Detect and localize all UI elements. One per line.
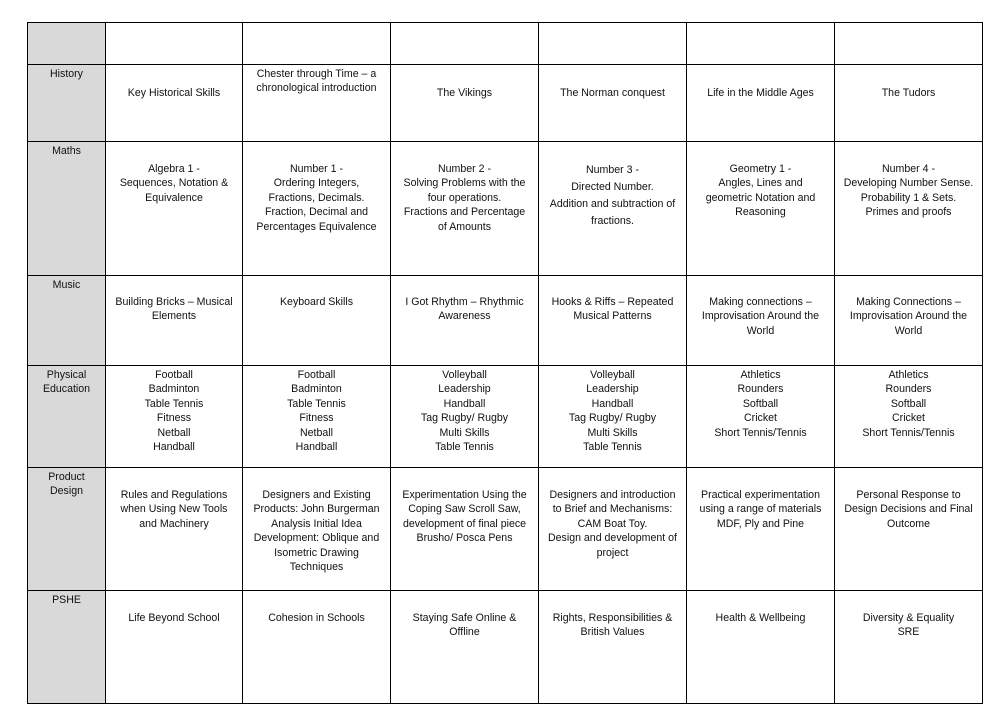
topic-cell: Number 1 - Ordering Integers, Fractions, Decimals. Fraction, Decimal and Percentages Equivalence [243, 142, 391, 276]
subject-label: Product Design [28, 468, 106, 591]
topic-cell: The Norman conquest [539, 65, 687, 142]
topic-cell: Volleyball Leadership Handball Tag Rugby/ Rugby Multi Skills Table Tennis [391, 366, 539, 468]
topic-cell: Cohesion in Schools [243, 591, 391, 704]
topic-cell: Geometry 1 - Angles, Lines and geometric Notation and Reasoning [687, 142, 835, 276]
subject-label: PSHE [28, 591, 106, 704]
topic-cell: Personal Response to Design Decisions and Final Outcome [835, 468, 983, 591]
topic-cell: The Vikings [391, 65, 539, 142]
subject-label: History [28, 65, 106, 142]
topic-cell: Athletics Rounders Softball Cricket Short Tennis/Tennis [687, 366, 835, 468]
product-design-row [28, 468, 983, 591]
header-cell [391, 23, 539, 65]
header-cell [835, 23, 983, 65]
corner-cell [28, 23, 106, 65]
subject-label: Physical Education [28, 366, 106, 468]
physical-education-row [28, 366, 983, 468]
header-cell [687, 23, 835, 65]
topic-cell: Number 3 - Directed Number. Addition and subtraction of fractions. [539, 142, 687, 276]
topic-cell: The Tudors [835, 65, 983, 142]
music-row [28, 276, 983, 366]
topic-cell: Rights, Responsibilities & British Values [539, 591, 687, 704]
history-row [28, 65, 983, 142]
topic-cell: Making Connections – Improvisation Around the World [835, 276, 983, 366]
topic-cell: Volleyball Leadership Handball Tag Rugby/ Rugby Multi Skills Table Tennis [539, 366, 687, 468]
topic-cell: Making connections – Improvisation Around the World [687, 276, 835, 366]
topic-cell: Experimentation Using the Coping Saw Scroll Saw, development of final piece Brusho/ Posca Pens [391, 468, 539, 591]
topic-cell: Number 4 - Developing Number Sense. Probability 1 & Sets. Primes and proofs [835, 142, 983, 276]
topic-cell: Algebra 1 - Sequences, Notation & Equivalence [106, 142, 243, 276]
curriculum-body [28, 23, 983, 704]
curriculum-table [27, 22, 983, 704]
topic-cell: Chester through Time – a chronological introduction [243, 65, 391, 142]
topic-cell: Designers and Existing Products: John Burgerman Analysis Initial Idea Development: Oblique and Isometric Drawing Techniques [243, 468, 391, 591]
subject-label: Music [28, 276, 106, 366]
subject-label: Maths [28, 142, 106, 276]
topic-cell: Key Historical Skills [106, 65, 243, 142]
header-cell [243, 23, 391, 65]
topic-cell: Football Badminton Table Tennis Fitness Netball Handball [106, 366, 243, 468]
topic-cell: Athletics Rounders Softball Cricket Short Tennis/Tennis [835, 366, 983, 468]
pshe-row [28, 591, 983, 704]
topic-cell: Diversity & Equality SRE [835, 591, 983, 704]
topic-cell: Staying Safe Online & Offline [391, 591, 539, 704]
topic-cell: Life Beyond School [106, 591, 243, 704]
topic-cell: Keyboard Skills [243, 276, 391, 366]
topic-cell: Number 2 - Solving Problems with the four operations. Fractions and Percentage of Amounts [391, 142, 539, 276]
header-cell [106, 23, 243, 65]
topic-cell: Life in the Middle Ages [687, 65, 835, 142]
topic-cell: Building Bricks – Musical Elements [106, 276, 243, 366]
topic-cell: Designers and introduction to Brief and Mechanisms: CAM Boat Toy. Design and development of project [539, 468, 687, 591]
topic-cell: Hooks & Riffs – Repeated Musical Patterns [539, 276, 687, 366]
header-cell [539, 23, 687, 65]
topic-cell: Health & Wellbeing [687, 591, 835, 704]
topic-cell: I Got Rhythm – Rhythmic Awareness [391, 276, 539, 366]
maths-row [28, 142, 983, 276]
topic-cell: Practical experimentation using a range of materials MDF, Ply and Pine [687, 468, 835, 591]
header-row [28, 23, 983, 65]
topic-cell: Football Badminton Table Tennis Fitness Netball Handball [243, 366, 391, 468]
topic-cell: Rules and Regulations when Using New Tools and Machinery [106, 468, 243, 591]
